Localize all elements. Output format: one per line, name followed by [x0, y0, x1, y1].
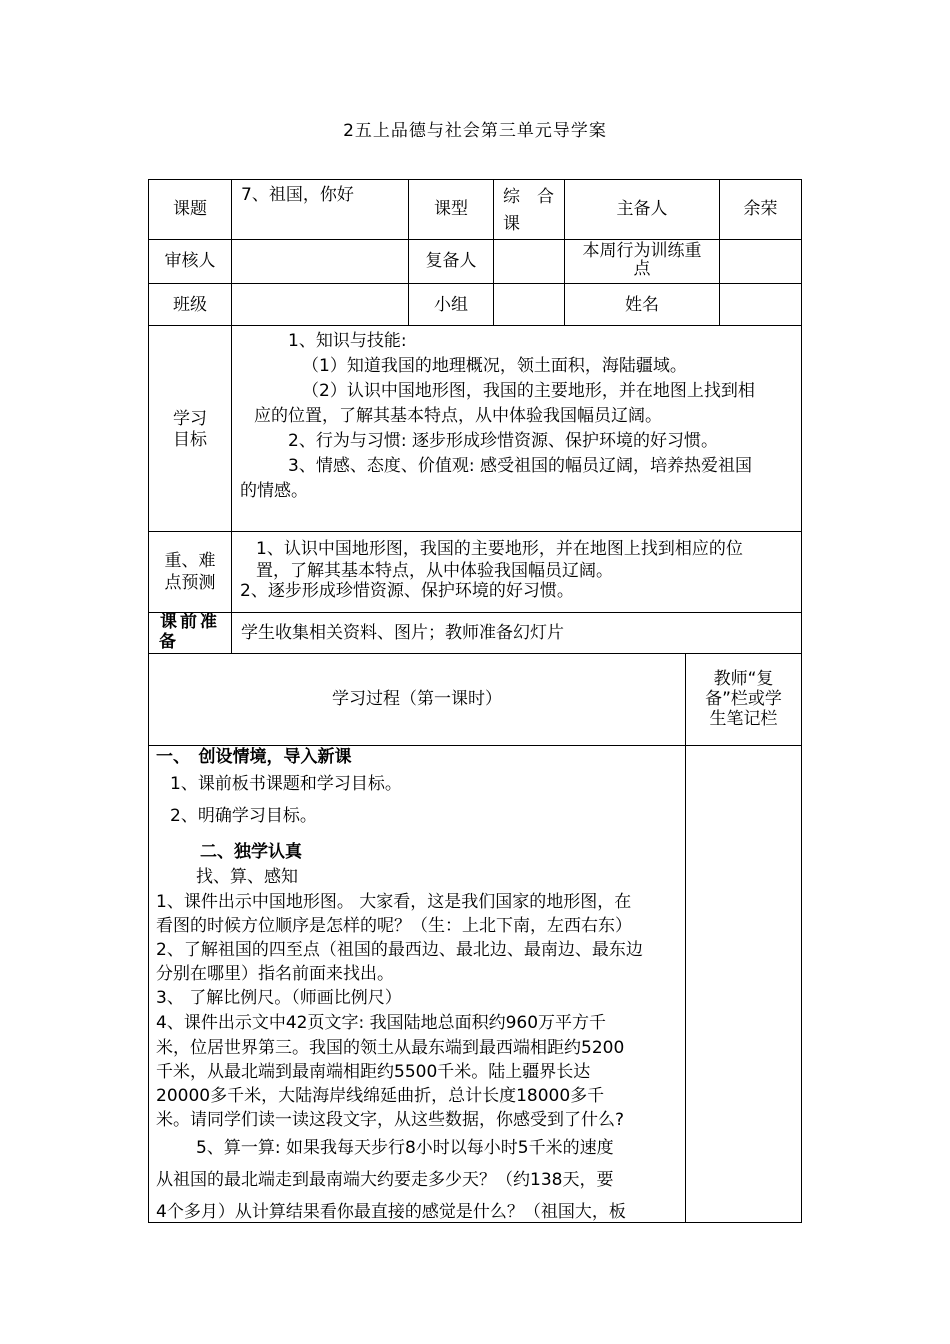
prep-label [149, 612, 231, 652]
type-value-line1: 综 合 [503, 187, 554, 207]
prep-value: 学生收集相关资料、图片；教师准备幻灯片 [241, 623, 564, 643]
objective-line: 3、情感、态度、价值观: 感受祖国的幅员辽阔，培养热爱祖国 [288, 456, 752, 476]
list-item: 2、明确学习目标。 [170, 806, 317, 826]
class-label: 班级 [173, 295, 207, 315]
type-value-line2: 课 [503, 214, 520, 234]
paragraph-line: 分别在哪里）指名前面来找出。 [156, 964, 394, 984]
paragraph-line: 看图的时候方位顺序是怎样的呢？（生：上北下南，左西右东） [156, 916, 632, 936]
objectives-label [149, 409, 231, 451]
objectives-content [240, 329, 798, 504]
process-body [156, 746, 680, 1228]
lead-value: 余荣 [743, 199, 778, 219]
objectives-label-line1: 学习 [173, 409, 207, 429]
paragraph-line: 4个多月）从计算结果看你最直接的感觉是什么？（祖国大，板 [156, 1202, 626, 1222]
paragraph-line: 1、课件出示中国地形图。 大家看，这是我们国家的地形图，在 [156, 892, 632, 912]
objectives-label-line2: 目标 [173, 430, 207, 450]
paragraph-line: 3、 了解比例尺。（师画比例尺） [156, 988, 402, 1008]
objective-line: 1、知识与技能: [288, 331, 407, 351]
focus-label-line2: 点 [633, 259, 651, 279]
co-label: 复备人 [425, 251, 477, 271]
paragraph-line: 4、课件出示文中42页文字: 我国陆地总面积约960万平方千 [156, 1013, 607, 1033]
type-value [503, 186, 563, 235]
paragraph-line: 20000多千米，大陆海岸线绵延曲折，总计长度18000多千 [156, 1086, 605, 1106]
objective-line: 2、行为与习惯: 逐步形成珍惜资源、保护环境的好习惯。 [288, 431, 718, 451]
notes-heading-line3: 生笔记栏 [709, 709, 778, 729]
paragraph-line: 从祖国的最北端走到最南端大约要走多少天？（约138天，要 [156, 1170, 614, 1190]
notes-heading-line2: 备”栏或学 [705, 689, 782, 709]
subheading: 找、算、感知 [196, 867, 298, 887]
name-label: 姓名 [625, 295, 659, 315]
keypoints-label [149, 550, 231, 594]
notes-heading-line1: 教师“复 [713, 669, 774, 689]
lead-label: 主备人 [616, 199, 668, 219]
section-heading: 一、 创设情境，导入新课 [156, 747, 352, 767]
topic-label: 课题 [173, 199, 207, 219]
objective-line: （2）认识中国地形图，我国的主要地形，并在地图上找到相 [302, 381, 755, 401]
prep-label-line1: 课前准 [160, 612, 220, 632]
topic-value: 7、祖国，你好 [241, 185, 354, 205]
paragraph-line: 米，位居世界第三。我国的领土从最东端到最西端相距约5200 [156, 1038, 625, 1058]
prep-label-line2: 备 [159, 632, 179, 652]
reviewer-label: 审核人 [164, 251, 216, 271]
objective-line: （1）知道我国的地理概况，领土面积，海陆疆域。 [302, 356, 687, 376]
focus-label [565, 242, 719, 278]
paragraph-line: 5、算一算: 如果我每天步行8小时以每小时5千米的速度 [196, 1138, 614, 1158]
keypoint-line: 2、逐步形成珍惜资源、保护环境的好习惯。 [240, 581, 574, 601]
keypoints-content [240, 538, 798, 601]
process-heading: 学习过程（第一课时） [332, 689, 502, 709]
objective-line: 应的位置，了解其基本特点，从中体验我国幅员辽阔。 [254, 406, 662, 426]
keypoints-label-line2: 点预测 [164, 573, 216, 593]
keypoint-line: 1、认识中国地形图，我国的主要地形，并在地图上找到相应的位 [256, 539, 743, 559]
focus-label-line1: 本周行为训练重 [582, 241, 702, 261]
objective-line: 的情感。 [240, 481, 308, 501]
notes-column-heading [686, 669, 801, 729]
paragraph-line: 千米，从最北端到最南端相距约5500千米。陆上疆界长达 [156, 1062, 591, 1082]
type-label: 课型 [434, 199, 468, 219]
keypoints-label-line1: 重、难 [164, 551, 216, 571]
keypoint-line: 置，了解其基本特点，从中体验我国幅员辽阔。 [256, 561, 613, 581]
list-item: 1、课前板书课题和学习目标。 [170, 774, 402, 794]
section-heading: 二、独学认真 [200, 842, 302, 862]
group-label: 小组 [434, 295, 468, 315]
paragraph-line: 米。请同学们读一读这段文字，从这些数据，你感受到了什么? [156, 1110, 625, 1130]
document-title: 2五上品德与社会第三单元导学案 [343, 121, 607, 141]
paragraph-line: 2、了解祖国的四至点（祖国的最西边、最北边、最南边、最东边 [156, 940, 643, 960]
